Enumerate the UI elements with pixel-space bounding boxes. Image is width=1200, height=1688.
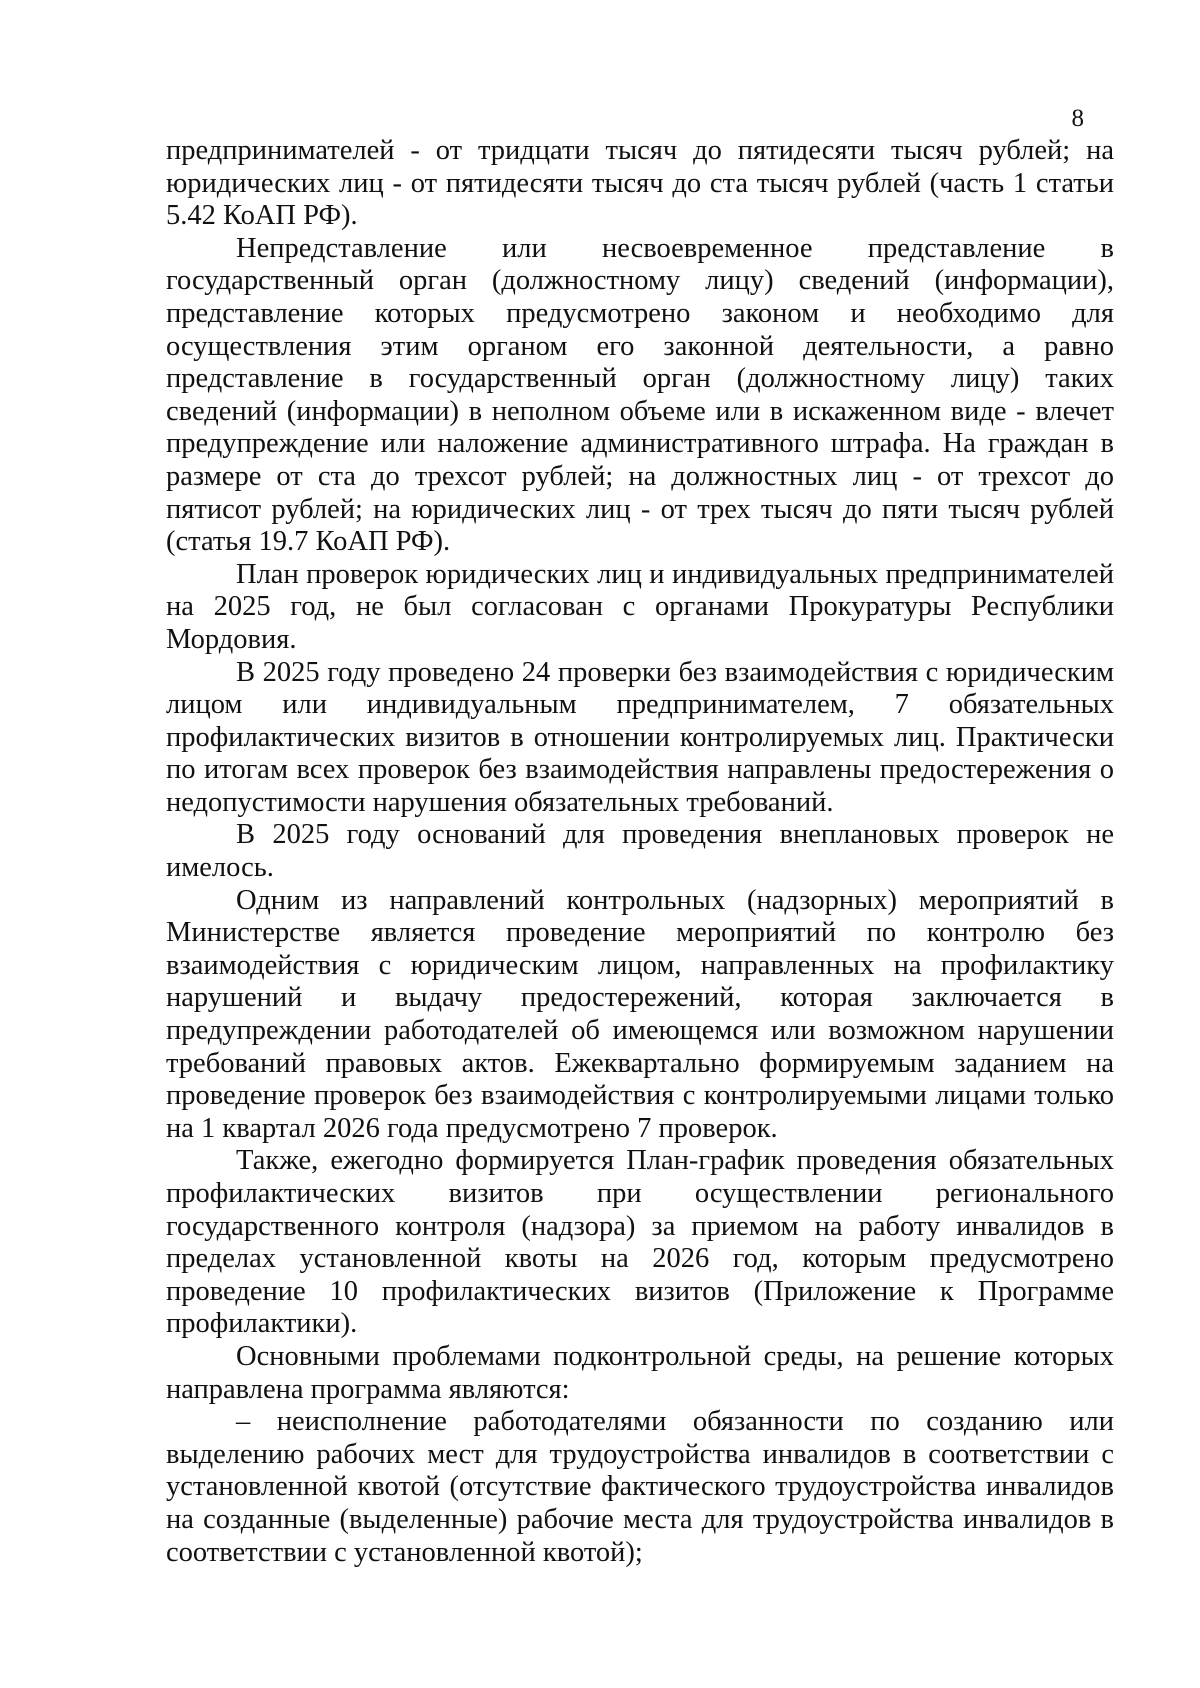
paragraph-main-problems: Основными проблемами подконтрольной среды, на решение которых направлена программа являются:: [166, 1340, 1114, 1405]
paragraph-unscheduled-inspections: В 2025 году оснований для проведения внеплановых проверок не имелось.: [166, 819, 1114, 884]
paragraph-inspections-2025: В 2025 году проведено 24 проверки без взаимодействия с юридическим лицом или индивидуальным предпринимателем, 7 обязательных профилактических визитов в отношении контролируемых лиц. Практически по итогам всех проверок без взаимодействия направлены предостережения о недопустимости нарушения обязательных требований.: [166, 656, 1114, 818]
paragraph-control-measures: Одним из направлений контрольных (надзорных) мероприятий в Министерстве является проведение мероприятий по контролю без взаимодействия с юридическим лицом, направленных на профилактику нарушений и выдачу предостережений, которая заключается в предупреждении работодателей об имеющемся или возможном нарушении требований правовых актов. Ежеквартально формируемым заданием на проведение проверок без взаимодействия с контролируемыми лицами только на 1 квартал 2026 года предусмотрено 7 проверок.: [166, 884, 1114, 1144]
page-number: 8: [1071, 105, 1084, 132]
paragraph-continuation: предпринимателей - от тридцати тысяч до пятидесяти тысяч рублей; на юридических лиц - от пятидесяти тысяч до ста тысяч рублей (часть 1 статьи 5.42 КоАП РФ).: [166, 135, 1114, 232]
paragraph-visit-schedule: Также, ежегодно формируется План-график проведения обязательных профилактических визитов при осуществлении регионального государственного контроля (надзора) за приемом на работу инвалидов в пределах установленной квоты на 2026 год, которым предусмотрено проведение 10 профилактических визитов (Приложение к Программе профилактики).: [166, 1145, 1114, 1340]
paragraph-nonsubmission-penalty: Непредставление или несвоевременное представление в государственный орган (должностному лицу) сведений (информации), представление которых предусмотрено законом и необходимо для осуществления этим органом его законной деятельности, а равно представление в государственный орган (должностному лицу) таких сведений (информации) в неполном объеме или в искаженном виде - влечет предупреждение или наложение административного штрафа. На граждан в размере от ста до трехсот рублей; на должностных лиц - от трехсот до пятисот рублей; на юридических лиц - от трех тысяч до пяти тысяч рублей (статья 19.7 КоАП РФ).: [166, 232, 1114, 558]
list-item-problem: – неисполнение работодателями обязанности по созданию или выделению рабочих мест для трудоустройства инвалидов в соответствии с установленной квотой (отсутствие фактического трудоустройства инвалидов на созданные (выделенные) рабочие места для трудоустройства инвалидов в соответствии с установленной квотой);: [166, 1406, 1114, 1568]
paragraph-inspection-plan: План проверок юридических лиц и индивидуальных предпринимателей на 2025 год, не был согласован с органами Прокуратуры Республики Мордовия.: [166, 558, 1114, 655]
document-body: [166, 135, 1114, 1569]
